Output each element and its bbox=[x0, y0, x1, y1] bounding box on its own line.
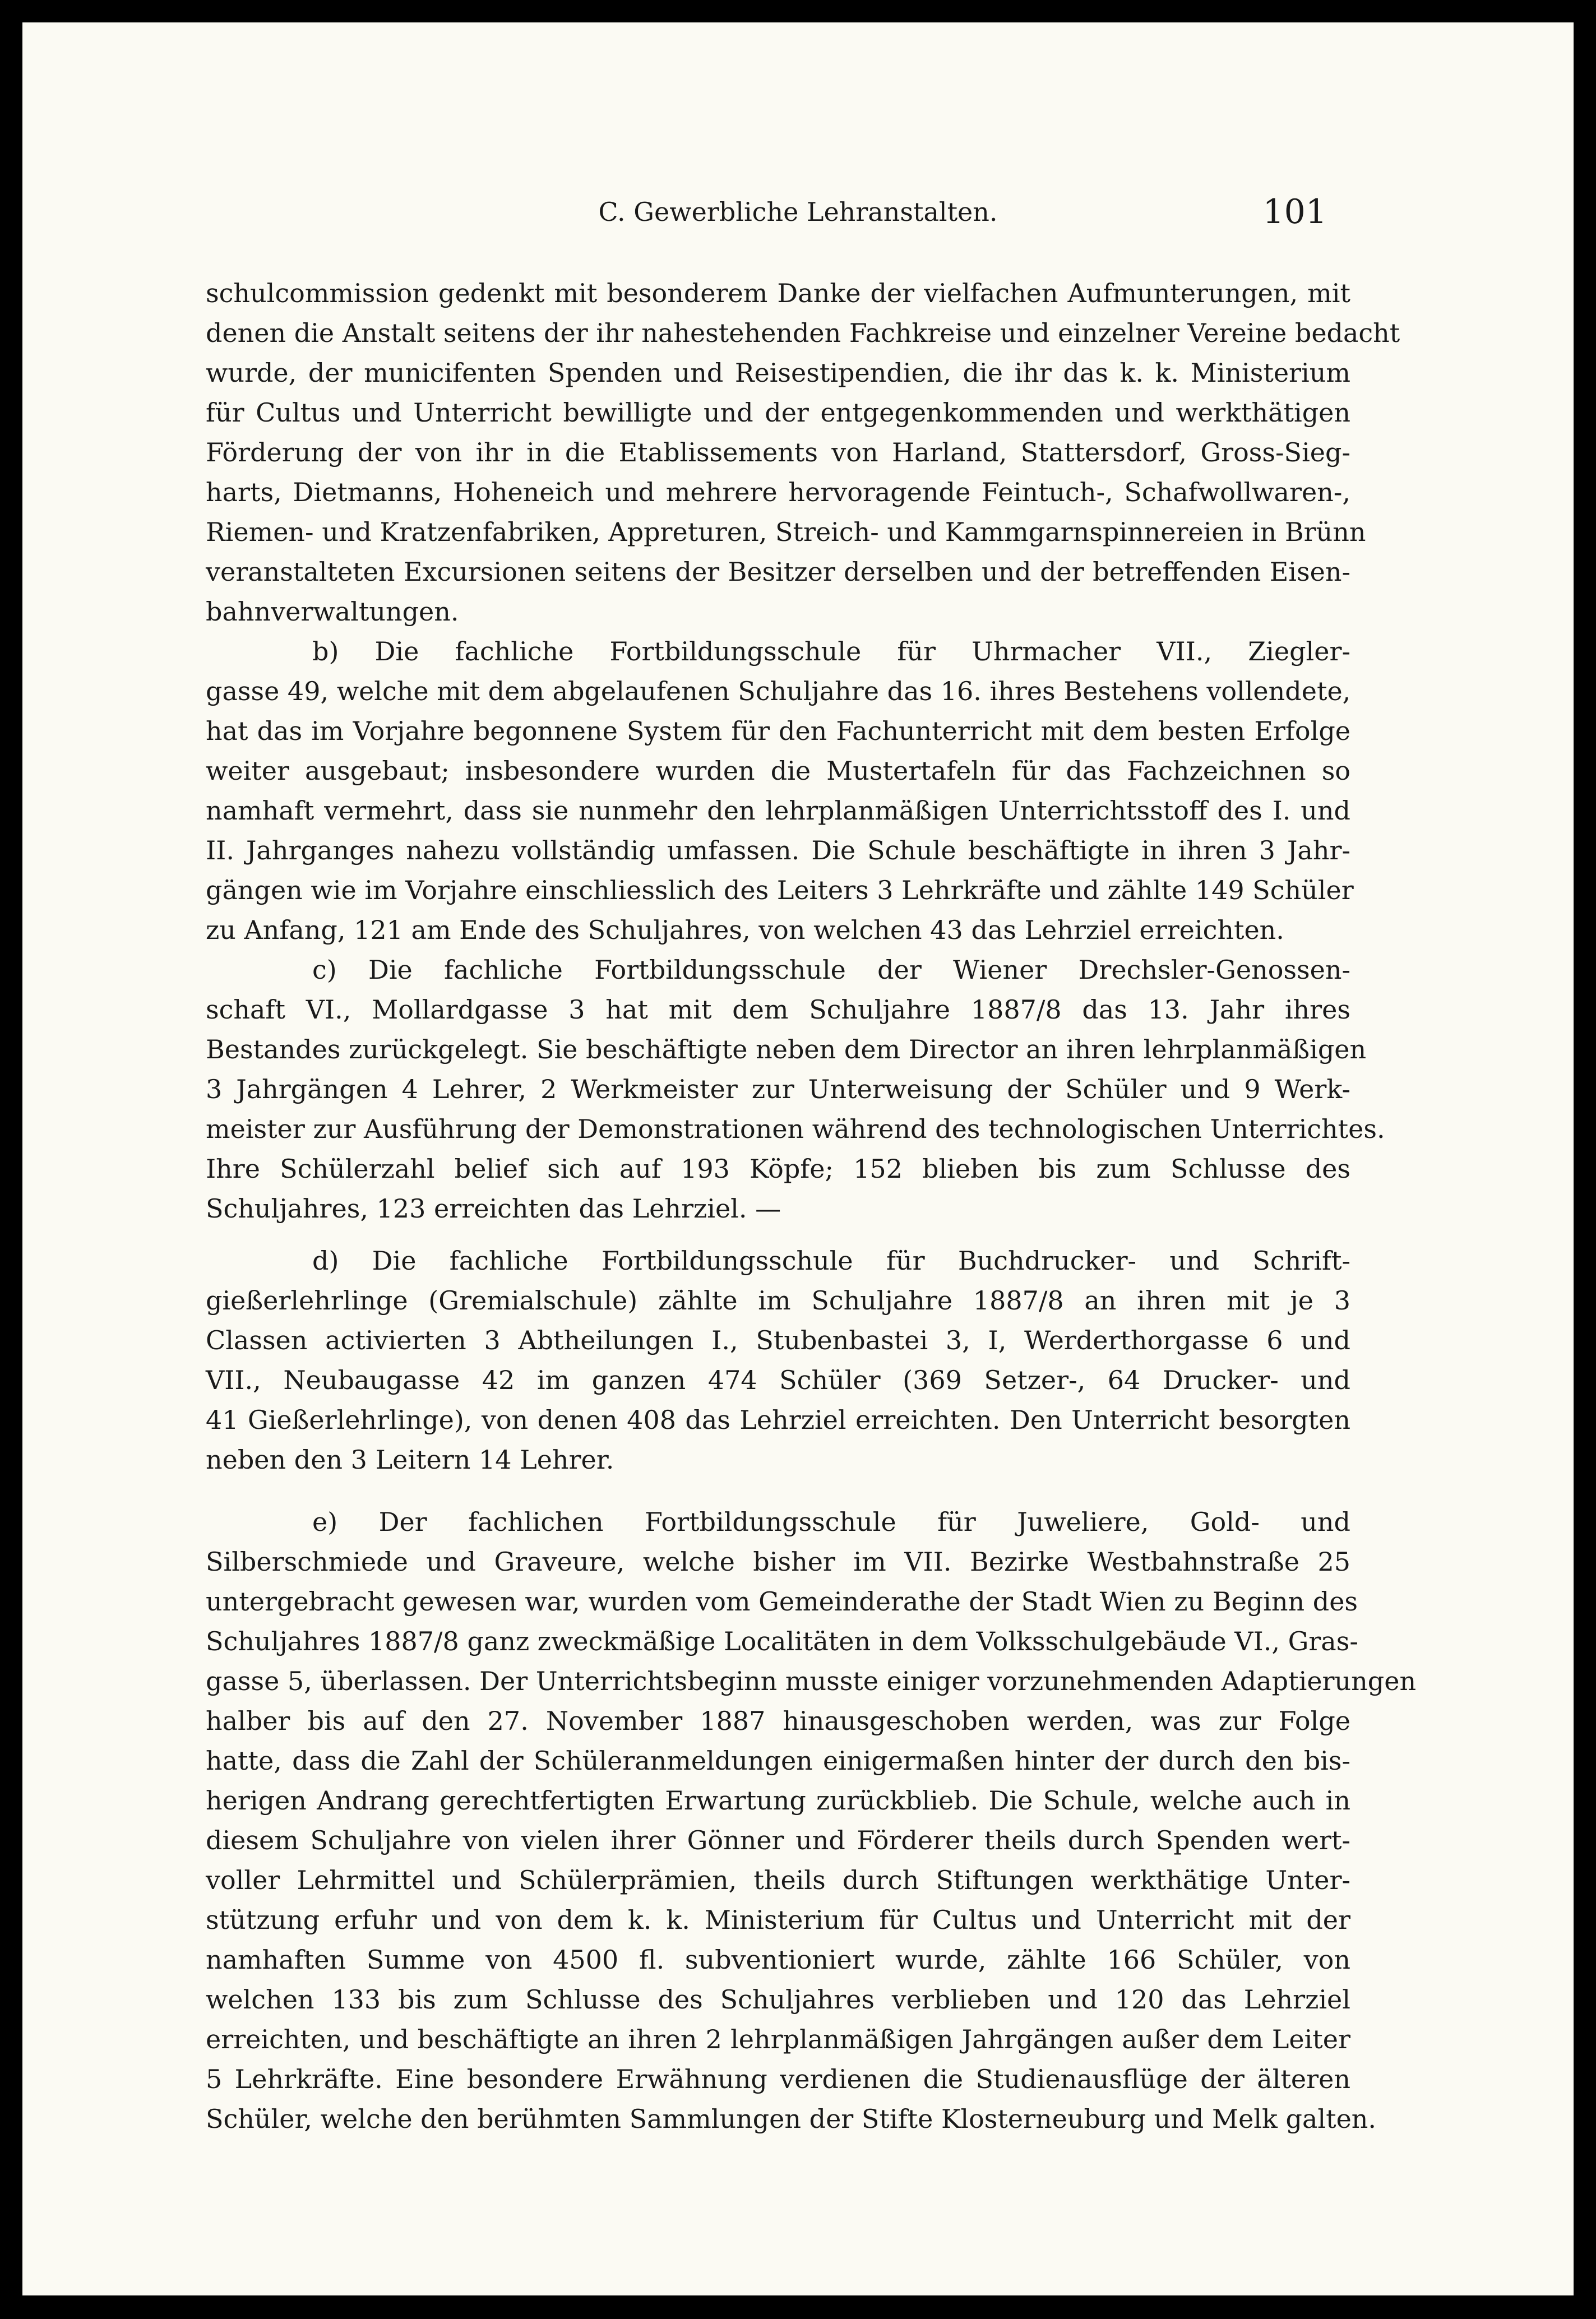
text-line: gasse 49, welche mit dem abgelaufenen Schuljahre das 16. ihres Bestehens vollendete, bbox=[206, 676, 1351, 706]
text-line: Schuljahres, 123 erreichten das Lehrziel. — bbox=[206, 1193, 781, 1224]
text-line: harts, Dietmanns, Hoheneich und mehrere hervoragende Feintuch-, Schafwollwaren-, bbox=[206, 477, 1350, 507]
paragraph-b bbox=[206, 632, 1354, 950]
paragraph-c bbox=[206, 950, 1385, 1229]
text-line: Silberschmiede und Graveure, welche bisher im VII. Bezirke Westbahnstraße 25 bbox=[206, 1547, 1350, 1577]
text-line: wurde, der municifenten Spenden und Reisestipendien, die ihr das k. k. Ministerium bbox=[206, 358, 1350, 388]
page-sheet bbox=[22, 22, 1574, 2295]
text-line: denen die Anstalt seitens der ihr nahestehenden Fachkreise und einzelner Vereine bedacht bbox=[206, 318, 1400, 348]
text-line: neben den 3 Leitern 14 Lehrer. bbox=[206, 1445, 614, 1475]
text-line: herigen Andrang gerechtfertigten Erwartung zurückblieb. Die Schule, welche auch in bbox=[206, 1785, 1350, 1816]
text-line: voller Lehrmittel und Schülerprämien, theils durch Stiftungen werkthätige Unter- bbox=[206, 1865, 1350, 1895]
text-line: halber bis auf den 27. November 1887 hinausgeschoben werden, was zur Folge bbox=[206, 1706, 1350, 1736]
text-line: gießerlehrlinge (Gremialschule) zählte im Schuljahre 1887/8 an ihren mit je 3 bbox=[206, 1285, 1350, 1316]
text-line: meister zur Ausführung der Demonstrationen während des technologischen Unterrichtes. bbox=[206, 1114, 1385, 1144]
text-line-first: b) Die fachliche Fortbildungsschule für Uhrmacher VII., Ziegler- bbox=[312, 636, 1350, 666]
paragraph-spacer bbox=[206, 1229, 1350, 1241]
text-line: VII., Neubaugasse 42 im ganzen 474 Schüler (369 Setzer-, 64 Drucker- und bbox=[206, 1365, 1350, 1395]
paragraph-e bbox=[206, 1502, 1417, 2139]
text-line-first: c) Die fachliche Fortbildungsschule der Wiener Drechsler-Genossen- bbox=[312, 955, 1350, 985]
text-line: diesem Schuljahre von vielen ihrer Gönner und Förderer theils durch Spenden wert- bbox=[206, 1825, 1350, 1855]
text-line: untergebracht gewesen war, wurden vom Gemeinderathe der Stadt Wien zu Beginn des bbox=[206, 1586, 1358, 1617]
text-line: Classen activierten 3 Abtheilungen I., Stubenbastei 3, I, Werderthorgasse 6 und bbox=[206, 1325, 1350, 1355]
text-line: hatte, dass die Zahl der Schüleranmeldungen einigermaßen hinter der durch den bis- bbox=[206, 1746, 1350, 1776]
text-line: Bestandes zurückgelegt. Sie beschäftigte neben dem Director an ihren lehrplanmäßigen bbox=[206, 1034, 1367, 1064]
text-line: erreichten, und beschäftigte an ihren 2 lehrplanmäßigen Jahrgängen außer dem Leiter bbox=[206, 2024, 1350, 2054]
text-line: Förderung der von ihr in die Etablissements von Harland, Stattersdorf, Gross-Sieg- bbox=[206, 437, 1350, 467]
text-line-first: d) Die fachliche Fortbildungsschule für Buchdrucker- und Schrift- bbox=[312, 1246, 1350, 1276]
text-line: Riemen- und Kratzenfabriken, Appreturen, Streich- und Kammgarnspinnereien in Brünn bbox=[206, 517, 1366, 547]
text-line: stützung erfuhr und von dem k. k. Ministerium für Cultus und Unterricht mit der bbox=[206, 1905, 1350, 1935]
page-header bbox=[22, 189, 1574, 234]
text-line: gängen wie im Vorjahre einschliesslich des Leiters 3 Lehrkräfte und zählte 149 Schüler bbox=[206, 875, 1354, 905]
text-line: Schuljahres 1887/8 ganz zweckmäßige Localitäten in dem Volksschulgebäude VI., Gras- bbox=[206, 1626, 1358, 1656]
paragraph-d bbox=[206, 1241, 1350, 1480]
text-line: weiter ausgebaut; insbesondere wurden die Mustertafeln für das Fachzeichnen so bbox=[206, 756, 1350, 786]
text-line: II. Jahrganges nahezu vollständig umfassen. Die Schule beschäftigte in ihren 3 Jahr- bbox=[206, 835, 1350, 865]
text-line: 41 Gießerlehrlinge), von denen 408 das Lehrziel erreichten. Den Unterricht besorgten bbox=[206, 1405, 1350, 1435]
text-line: 5 Lehrkräfte. Eine besondere Erwähnung verdienen die Studienausflüge der älteren bbox=[206, 2064, 1350, 2094]
text-line: namhaften Summe von 4500 fl. subventioniert wurde, zählte 166 Schüler, von bbox=[206, 1945, 1350, 1975]
paragraph-continuation bbox=[206, 274, 1400, 632]
running-head: C. Gewerbliche Lehranstalten. bbox=[598, 197, 998, 227]
text-line: Schüler, welche den berühmten Sammlungen der Stifte Klosterneuburg und Melk galten. bbox=[206, 2104, 1377, 2134]
text-line: namhaft vermehrt, dass sie nunmehr den lehrplanmäßigen Unterrichtsstoff des I. und bbox=[206, 795, 1350, 826]
body-text bbox=[206, 274, 1417, 2139]
text-line: bahnverwaltungen. bbox=[206, 596, 459, 627]
text-line: für Cultus und Unterricht bewilligte und der entgegenkommenden und werkthätigen bbox=[206, 397, 1350, 428]
text-line: zu Anfang, 121 am Ende des Schuljahres, von welchen 43 das Lehrziel erreichten. bbox=[206, 915, 1284, 945]
text-line: hat das im Vorjahre begonnene System für den Fachunterricht mit dem besten Erfolge bbox=[206, 716, 1350, 746]
text-line-first: e) Der fachlichen Fortbildungsschule für Juweliere, Gold- und bbox=[312, 1507, 1350, 1537]
text-line: gasse 5, überlassen. Der Unterrichtsbeginn musste einiger vorzunehmenden Adaptierungen bbox=[206, 1666, 1417, 1696]
text-line: welchen 133 bis zum Schlusse des Schuljahres verblieben und 120 das Lehrziel bbox=[206, 1984, 1350, 2015]
text-line: schulcommission gedenkt mit besonderem Danke der vielfachen Aufmunterungen, mit bbox=[206, 278, 1350, 308]
text-line: 3 Jahrgängen 4 Lehrer, 2 Werkmeister zur Unterweisung der Schüler und 9 Werk- bbox=[206, 1074, 1350, 1104]
text-line: Ihre Schülerzahl belief sich auf 193 Köpfe; 152 blieben bis zum Schlusse des bbox=[206, 1154, 1350, 1184]
text-line: schaft VI., Mollardgasse 3 hat mit dem Schuljahre 1887/8 das 13. Jahr ihres bbox=[206, 994, 1350, 1025]
text-line: veranstalteten Excursionen seitens der Besitzer derselben und der betreffenden Eisen- bbox=[206, 557, 1350, 587]
paragraph-spacer bbox=[206, 1480, 1350, 1502]
page-number: 101 bbox=[1262, 192, 1327, 232]
